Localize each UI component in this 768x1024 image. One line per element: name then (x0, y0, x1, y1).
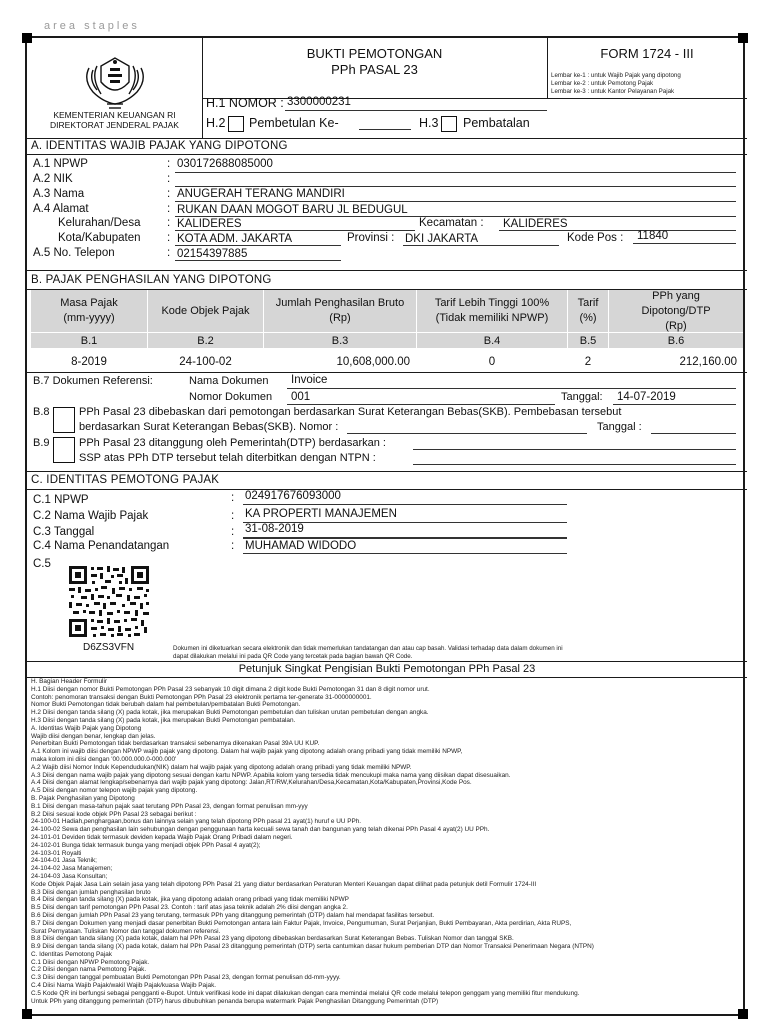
a4-alamat: RUKAN DAAN MOGOT BARU JL BEDUGUL (177, 204, 408, 216)
instruction-line: H.2 Diisi dengan tanda silang (X) pada kotak, jika merupakan Bukti Pemotongan pembetulan dan tuliskan urutan pembetulan dengan angka. (31, 709, 429, 717)
nomor-dokumen-label: Nomor Dokumen (189, 391, 273, 403)
col-tarif: Tarif (%) (568, 290, 608, 332)
instruction-line: A.5 Diisi dengan nomor telepon wajib pajak yang dipotong. (31, 787, 198, 795)
nama-dokumen-label: Nama Dokumen (189, 375, 269, 387)
ministry-name: KEMENTERIAN KEUANGAN RI (53, 110, 176, 120)
instruction-line: Nomor Bukti Pemotongan tidak berubah dalam hal pembetulan/pembatalan Bukti Pemotongan. (31, 701, 301, 709)
instruction-line: B.3 Diisi dengan jumlah penghasilan bruto (31, 888, 151, 896)
instruction-line: A.3 Diisi dengan nama wajib pajak yang dipotong sesuai dengan kartu NPWP. Apabila kolom yang tersedia tidak mencukupi maka nama yang diisikan dapat disesuaikan. (31, 771, 511, 779)
instruction-line: A. Identitas Wajib Pajak yang Dipotong (31, 724, 142, 732)
pembetulan-label: Pembetulan Ke- (249, 116, 339, 130)
val-masa-pajak: 8-2019 (71, 356, 107, 368)
lembar-note: Lembar ke-1 : untuk Wajib Pajak yang dipotong (551, 72, 681, 79)
nomor-label: H.1 NOMOR : (206, 96, 284, 110)
b7-label: B.7 Dokumen Referensi: (33, 375, 153, 387)
val-tarif: 2 (584, 356, 592, 368)
c4-penandatangan: MUHAMAD WIDODO (245, 540, 357, 552)
pembetulan-checkbox[interactable] (228, 116, 244, 132)
kota-label: Kota/Kabupaten (58, 232, 141, 244)
tanggal-dokumen-label: Tanggal: (561, 391, 603, 403)
section-b-title: B. PAJAK PENGHASILAN YANG DIPOTONG (31, 274, 272, 286)
kodepos-value: 11840 (637, 230, 669, 242)
c2-nama: KA PROPERTI MANAJEMEN (245, 508, 397, 520)
col-pph-dipotong: PPh yang Dipotong/DTP (Rp) (609, 290, 743, 332)
instruction-line: C.1 Diisi dengan NPWP Pemotong Pajak. (31, 958, 150, 966)
b8-tanggal-label: Tanggal : (597, 421, 642, 433)
provinsi-label: Provinsi : (347, 232, 395, 244)
instruction-line: Penerbitan Bukti Pemotongan tidak berdasarkan transaksi sebenarnya dikenakan Pasal 39A UU KUP. (31, 740, 320, 748)
code-b4: B.4 (417, 333, 567, 348)
instruction-line: H.3 Diisi dengan tanda silang (X) pada kotak, jika merupakan Bukti Pemotongan pembatalan. (31, 716, 296, 724)
instruction-line: B.8 Diisi dengan tanda silang (X) pada kotak, dalam hal PPh Pasal 23 yang dipotong dibebaskan berdasarkan Surat Keterangan Bebas. Tuliskan Nomor dan tanggal SKB. (31, 935, 514, 943)
instructions-title: Petunjuk Singkat Pengisian Bukti Pemotongan PPh Pasal 23 (238, 663, 536, 675)
corner-mark (22, 1009, 32, 1019)
kecamatan-label: Kecamatan : (419, 217, 484, 229)
electronic-note: dapat dilakukan melalui ini pada QR Code yang tercetak pada bagian bawah QR Code. (173, 653, 413, 660)
electronic-note: Dokumen ini diketuarkan secara elektronik dan tidak memerlukan tandatangan dan atau cap basah. Validasi terhadap data dalam dokumen ini (173, 645, 563, 652)
col-penghasilan-bruto: Jumlah Penghasilan Bruto (Rp) (264, 290, 416, 332)
kecamatan-value: KALIDERES (503, 218, 568, 230)
b8-text-1: PPh Pasal 23 dibebaskan dari pemotongan berdasarkan Surat Keterangan Bebas(SKB). Pembebasan tersebut (79, 406, 622, 418)
c2-label: C.2 Nama Wajib Pajak (33, 510, 149, 522)
instruction-line: C.4 Diisi Nama Wajib Pajak/wakil Wajib Pajak/kuasa Wajib Pajak. (31, 982, 217, 990)
a1-npwp: 030172688085000 (177, 158, 273, 170)
h3-label: H.3 (419, 116, 439, 130)
garuda-emblem-icon (79, 52, 151, 112)
c4-label: C.4 Nama Penandatangan (33, 540, 170, 552)
instruction-line: B.5 Diisi dengan tarif pemotongan PPh Pasal 23. Contoh : tarif atas jasa teknik adalah 2% diisi dengan angka 2. (31, 904, 348, 912)
kota-value: KOTA ADM. JAKARTA (177, 233, 293, 245)
a3-label: A.3 Nama (33, 188, 85, 200)
c1-npwp: 024917676093000 (245, 490, 341, 502)
lembar-note: Lembar ke-2 : untuk Pemotong Pajak (551, 80, 654, 87)
instructions-list (31, 678, 743, 1005)
col-kode-objek: Kode Objek Pajak (148, 290, 263, 332)
kodepos-label: Kode Pos : (567, 232, 624, 244)
instruction-line: Kode Objek Pajak Jasa Lain selain jasa yang telah dipotong PPh Pasal 21 yang diatur berdasarkan Peraturan Menteri Keuangan dapat dilihat pada petunjuk detil Formulir 1724-III (31, 880, 537, 888)
instruction-line: 24-101-01 Deviden tidak termasuk deviden kepada Wajib Pajak Orang Pribadi dalam negeri. (31, 833, 293, 841)
h2-label: H.2 (206, 116, 226, 130)
instruction-line: Contoh: penomoran transaksi dengan Bukti Pemotongan PPh Pasal 23 elektronik pertama ter-generate 31-0000000001. (31, 693, 372, 701)
skb-checkbox[interactable] (53, 407, 75, 433)
code-b5: B.5 (568, 333, 608, 348)
instruction-line: 24-100-01 Hadiah,penghargaan,bonus dan lainnya selain yang telah dipotong PPh pasal 21 ayat(1) huruf e UU PPh. (31, 818, 362, 826)
col-masa-pajak: Masa Pajak (mm-yyyy) (31, 290, 147, 332)
instruction-line: B.2 Diisi sesuai kode objek PPh Pasal 23 sebagai berikut : (31, 810, 197, 818)
watermark: area staples (44, 20, 140, 32)
qr-code-icon (67, 564, 151, 639)
pembatalan-checkbox[interactable] (441, 116, 457, 132)
b9-label: B.9 (33, 437, 50, 449)
instruction-line: 24-100-02 Sewa dan penghasilan lain sehubungan dengan penggunaan harta kecuali sewa tanah dan bangunan yang telah dikenai PPh Pasal 4 ayat(2) UU PPh. (31, 826, 490, 834)
corner-mark (22, 33, 32, 43)
instruction-line: A.2 Wajib diisi Nomor Induk Kependudukan(NIK) dalam hal wajib pajak yang dipotong adalah orang pribadi yang tidak memiliki NPWP. (31, 763, 412, 771)
instruction-line: B.4 Diisi dengan tanda silang (X) pada kotak, jika yang dipotong adalah orang pribadi yang tidak memiliki NPWP (31, 896, 349, 904)
instruction-line: Wajib diisi dengan benar, lengkap dan jelas. (31, 732, 156, 740)
val-tarif-lebih-tinggi: 0 (488, 356, 496, 368)
instruction-line: B.7 Diisi dengan Dokumen yang menjadi dasar penerbitan Bukti Pemotongan antara lain Faktur Pajak, Invoice, Pengumuman, Surat Perjanjian, Bukti Pembayaran, Akta perdirian, Akta RUPS, (31, 919, 572, 927)
instruction-line: B. Pajak Penghasilan yang Dipotong (31, 794, 135, 802)
section-c-title: C. IDENTITAS PEMOTONG PAJAK (31, 474, 220, 486)
b8-text-2: berdasarkan Surat Keterangan Bebas(SKB). Nomor : (79, 421, 339, 433)
kelurahan-value: KALIDERES (177, 218, 242, 230)
instruction-line: C.3 Diisi dengan tanggal pembuatan Bukti Pemotongan PPh Pasal 23, dengan format penulisan dd-mm-yyyy. (31, 974, 341, 982)
c3-tanggal: 31-08-2019 (245, 523, 304, 535)
instruction-line: 24-103-01 Royalti (31, 849, 82, 857)
section-a-title: A. IDENTITAS WAJIB PAJAK YANG DIPOTONG (31, 140, 288, 152)
form-title: BUKTI PEMOTONGAN (306, 46, 443, 61)
instruction-line: A.1 Kolom ini wajib diisi dengan NPWP wajib pajak yang dipotong. Dalam hal wajib pajak yang dipotong adalah orang pribadi yang tidak memiliki NPWP, (31, 748, 463, 756)
instruction-line: Surat Pernyataan. Tuliskan Nomor dan tanggal dokumen referensi. (31, 927, 221, 935)
nomor-dokumen-value: 001 (291, 391, 311, 403)
col-tarif-lebih-tinggi: Tarif Lebih Tinggi 100% (Tidak memiliki NPWP) (417, 290, 567, 332)
instruction-line: H. Bagian Header Formulir (31, 678, 108, 685)
tanggal-dokumen-value: 14-07-2019 (617, 391, 676, 403)
val-penghasilan-bruto: 10,608,000.00 (336, 356, 410, 368)
form-number: FORM 1724 - III (600, 46, 694, 61)
instruction-line: Untuk PPh yang ditanggung pemerintah (DTP) harus dibubuhkan penanda berupa watermark Pajak Penghasilan Ditanggung Pemerintah (DTP) (31, 997, 439, 1005)
b8-label: B.8 (33, 406, 50, 418)
a4-label: A.4 Alamat (33, 203, 89, 215)
c3-label: C.3 Tanggal (33, 526, 95, 538)
corner-mark (738, 1009, 748, 1019)
nama-dokumen-value: Invoice (291, 374, 328, 386)
instruction-line: 24-104-03 Jasa Konsultan; (31, 872, 108, 880)
form-subtitle: PPh PASAL 23 (331, 62, 418, 77)
code-b1: B.1 (31, 333, 147, 348)
code-b3: B.3 (264, 333, 416, 348)
c1-label: C.1 NPWP (33, 494, 89, 506)
code-b6: B.6 (609, 333, 743, 348)
directorate-name: DIREKTORAT JENDERAL PAJAK (50, 120, 179, 130)
instruction-line: C.5 Kode QR ini berfungsi sebagai pengganti e-Bupot. Untuk verifikasi kode ini dapat dilakukan dengan cara memindai melalui QR code melalui telepon genggam yang memiliki fitur mendukung. (31, 989, 580, 997)
c5-label: C.5 (33, 558, 51, 570)
telepon-label: A.5 No. Telepon (33, 247, 115, 259)
code-b2: B.2 (148, 333, 263, 348)
a1-label: A.1 NPWP (33, 158, 88, 170)
pembatalan-label: Pembatalan (463, 116, 530, 130)
telepon-value: 02154397885 (177, 248, 248, 260)
instruction-line: maka kolom ini diisi dengan '00.000.000.0-000.000' (31, 755, 177, 763)
instruction-line: B.1 Diisi dengan masa-tahun pajak saat terutang PPh Pasal 23, dengan format penulisan mm-yyy (31, 802, 308, 810)
instruction-line: C. Identitas Pemotong Pajak (31, 950, 112, 958)
corner-mark (738, 33, 748, 43)
tax-form: KEMENTERIAN KEUANGAN RI DIREKTORAT JENDERAL PAJAK BUKTI PEMOTONGAN PPh PASAL 23 FORM 1724 - III Lembar ke-1 : untuk Wajib Pajak yang dipotong Lembar ke-2 : untuk Pemotong Pajak Lembar ke-3 : untuk Kantor Pelayanan Pajak H.1 NOMOR : 3300000231 H.2 Pembetulan Ke- H.3 Pembatalan A. IDENTITAS WAJIB PAJAK YANG DIPOTONG A.1 NPWP : 030172688085000 A.2 NIK : A.3 Nama : ANUGERAH TERANG MANDIRI A.4 Alamat : RUKAN DAAN MOGOT BARU JL BEDUGUL Kelurahan/Desa : KALIDERES Kecamatan : KALIDERES Kota/Kabupaten : KOTA ADM. JAKARTA Provinsi : DKI JAKARTA Kode Pos : 11840 A.5 No. Telepon : 02154397885 B. PAJAK PENGHASILAN YANG DIPOTONG Masa Pajak (mm-yyyy) Kode Objek Pajak Jumlah Penghasilan Bruto (Rp) Tarif Lebih Tinggi 100% (Tidak memiliki NPWP) Tarif (%) PPh yang Dipotong/DTP (Rp) B.1 B.2 B.3 B.4 B.5 B.6 8-2019 24-100-02 10,608,000.00 0 2 212,160.00 B.7 Dokumen Referensi: Nama Dokumen Invoice Nomor Dokumen 001 Tanggal: 14-07-2019 B.8 PPh Pasal 23 dibebaskan dari pemotongan berdasarkan Surat Keterangan Bebas(SKB). Pembebasan tersebut berdasarkan Surat Keterangan Bebas(SKB). Nomor : Tanggal : B.9 PPh Pasal 23 ditanggung oleh Pemerintah(DTP) berdasarkan : SSP atas PPh DTP tersebut telah diterbitkan dengan NTPN : C. IDENTITAS PEMOTONG PAJAK C.1 NPWP : 024917676093000 C.2 Nama Wajib Pajak : KA PROPERTI MANAJEMEN C.3 Tanggal : 31-08-2019 C.4 Nama Penandatangan : MUHAMAD WIDODO C.5 D6ZS3VFN Dokumen ini diketuarkan secara elektronik dan tidak memerlukan tandatangan dan atau cap basah. Validasi terhadap data dalam dokumen ini dapat dilakukan melalui ini pada QR Code yang tercetak pada bagian bawah QR Code. Petunjuk Singkat Pengisian Bukti Pemotongan PPh Pasal 23 H. Bagian Header Formulir H.1 Diisi dengan nomor Bukti Pemotongan PPh Pasal 23 sebanyak 10 digit dimana 2 digit kode Bukti Pemotongan 31 dan 8 digit nomor urut. Contoh: penomoran transaksi dengan Bukti Pemotongan PPh Pasal 23 elektronik pertama ter-generate 31-0000000001. Nomor Bukti Pemotongan tidak berubah dalam hal pembetulan/pembatalan Bukti Pemotongan. H.2 Diisi dengan tanda silang (X) pada kotak, jika merupakan Bukti Pemotongan pembetulan dan tuliskan urutan pembetulan dengan angka. H.3 Diisi dengan tanda silang (X) pada kotak, jika merupakan Bukti Pemotongan pembatalan. A. Identitas Wajib Pajak yang Dipotong Wajib diisi dengan benar, lengkap dan jelas. Penerbitan Bukti Pemotongan tidak berdasarkan transaksi sebenarnya dikenakan Pasal 39A UU KUP. A.1 Kolom ini wajib diisi dengan NPWP wajib pajak yang dipotong. Dalam hal wajib pajak yang dipotong adalah orang pribadi yang tidak memiliki NPWP, maka kolom ini diisi dengan '00.000.000.0-000.000' A.2 Wajib diisi Nomor Induk Kependudukan(NIK) dalam hal wajib pajak yang dipotong adalah orang pribadi yang tidak memiliki NPWP. A.3 Diisi dengan nama wajib pajak yang dipotong sesuai dengan kartu NPWP. Apabila kolom yang tersedia tidak mencukupi maka nama yang diisikan dapat disesuaikan. A.4 Diisi dengan alamat lengkap/sebenarnya dari wajib pajak yang dipotong: Jalan,RT/RW,Kelurahan/Desa,Kecamatan,Kota/Kabupaten,Provinsi,Kode Pos. A.5 Diisi dengan nomor telepon wajib pajak yang dipotong. B. Pajak Penghasilan yang Dipotong B.1 Diisi dengan masa-tahun pajak saat terutang PPh Pasal 23, dengan format penulisan mm-yyy B.2 Diisi sesuai kode objek PPh Pasal 23 sebagai berikut : 24-100-01 Hadiah,penghargaan,bonus dan lainnya selain yang telah dipotong PPh pasal 21 ayat(1) huruf e UU PPh. 24-100-02 Sewa dan penghasilan lain sehubungan dengan penggunaan harta kecuali sewa tanah dan bangunan yang telah dikenai PPh Pasal 4 ayat(2) UU PPh. 24-101-01 Deviden tidak termasuk deviden kepada Wajib Pajak Orang Pribadi dalam negeri. 24-102-01 Bunga tidak termasuk bunga yang menjadi objek PPh Pasal 4 ayat(2); 24-103-01 Royalti 24-104-01 Jasa Teknik; 24-104-02 Jasa Manajemen; 24-104-03 Jasa Konsultan; Kode Objek Pajak Jasa Lain selain jasa yang telah dipotong PPh Pasal 21 yang diatur berdasarkan Peraturan Menteri Keuangan dapat dilihat pada petunjuk detil Formulir 1724-III B.3 Diisi dengan jumlah penghasilan bruto B.4 Diisi dengan tanda silang (X) pada kotak, jika yang dipotong adalah orang pribadi yang tidak memiliki NPWP B.5 Diisi dengan tarif pemotongan PPh Pasal 23. Contoh : tarif atas jasa teknik adalah 2% diisi dengan angka 2. B.6 Diisi dengan jumlah PPh Pasal 23 yang terutang, termasuk PPh yang ditanggung pemerintah (DTP) dalam hal mendapat fasilitas tersebut. B.7 Diisi dengan Dokumen yang menjadi dasar penerbitan Bukti Pemotongan antara lain Faktur Pajak, Invoice, Pengumuman, Surat Perjanjian, Bukti Pembayaran, Akta perdirian, Akta RUPS, Surat Pernyataan. Tuliskan Nomor dan tanggal dokumen referensi. B.8 Diisi dengan tanda silang (X) pada kotak, dalam hal PPh Pasal 23 yang dipotong dibebaskan berdasarkan Surat Keterangan Bebas. Tuliskan Nomor dan tanggal SKB. B.9 Diisi dengan tanda silang (X) pada kotak, dalam hal PPh Pasal 23 ditanggung pemerintah (DTP) serta cantumkan dasar hukum pemberian DTP dan Nomor Transaksi Penerimaan Negara (NTPN) C. Identitas Pemotong Pajak C.1 Diisi dengan NPWP Pemotong Pajak. C.2 Diisi dengan nama Pemotong Pajak. C.3 Diisi dengan tanggal pembuatan Bukti Pemotongan PPh Pasal 23, dengan format penulisan dd-mm-yyyy. C.4 Diisi Nama Wajib Pajak/wakil Wajib Pajak/kuasa Wajib Pajak. C.5 Kode QR ini berfungsi sebagai pengganti e-Bupot. Untuk verifikasi kode ini dapat dilakukan dengan cara memindai melalui QR code melalui telepon genggam yang memiliki fitur mendukung. Untuk PPh yang ditanggung pemerintah (DTP) harus dibubuhkan penanda berupa watermark Pajak Penghasilan Ditanggung Pemerintah (DTP) (25, 36, 745, 1016)
b9-text-2: SSP atas PPh DTP tersebut telah diterbitkan dengan NTPN : (79, 452, 376, 464)
instruction-line: 24-104-01 Jasa Teknik; (31, 857, 97, 865)
val-kode-objek: 24-100-02 (179, 356, 232, 368)
a3-nama: ANUGERAH TERANG MANDIRI (177, 188, 345, 200)
a2-label: A.2 NIK (33, 173, 73, 185)
dtp-checkbox[interactable] (53, 437, 75, 463)
val-pph-dipotong: 212,160.00 (679, 356, 737, 368)
instruction-line: C.2 Diisi dengan nama Pemotong Pajak. (31, 966, 147, 974)
lembar-note: Lembar ke-3 : untuk Kantor Pelayanan Pajak (551, 88, 675, 95)
instruction-line: 24-102-01 Bunga tidak termasuk bunga yang menjadi objek PPh Pasal 4 ayat(2); (31, 841, 261, 849)
instruction-line: H.1 Diisi dengan nomor Bukti Pemotongan PPh Pasal 23 sebanyak 10 digit dimana 2 digit kode Bukti Pemotongan 31 dan 8 digit nomor urut. (31, 685, 430, 693)
instruction-line: B.6 Diisi dengan jumlah PPh Pasal 23 yang terutang, termasuk PPh yang ditanggung pemerintah (DTP) dalam hal mendapat fasilitas tersebut. (31, 911, 435, 919)
instruction-line: 24-104-02 Jasa Manajemen; (31, 865, 113, 873)
qr-code-text: D6ZS3VFN (83, 642, 135, 653)
kelurahan-label: Kelurahan/Desa (58, 217, 141, 229)
instruction-line: B.9 Diisi dengan tanda silang (X) pada kotak, dalam hal PPh Pasal 23 ditanggung pemerintah (DTP) serta cantumkan dasar hukum pemberian DTP dan Nomor Transaksi Penerimaan Negara (NTPN) (31, 943, 594, 951)
provinsi-value: DKI JAKARTA (405, 233, 479, 245)
b9-text-1: PPh Pasal 23 ditanggung oleh Pemerintah(DTP) berdasarkan : (79, 437, 386, 449)
instruction-line: A.4 Diisi dengan alamat lengkap/sebenarnya dari wajib pajak yang dipotong: Jalan,RT/RW,Kelurahan/Desa,Kecamatan,Kota/Kabupaten,Provinsi,Kode Pos. (31, 779, 472, 787)
nomor-value: 3300000231 (287, 96, 351, 108)
